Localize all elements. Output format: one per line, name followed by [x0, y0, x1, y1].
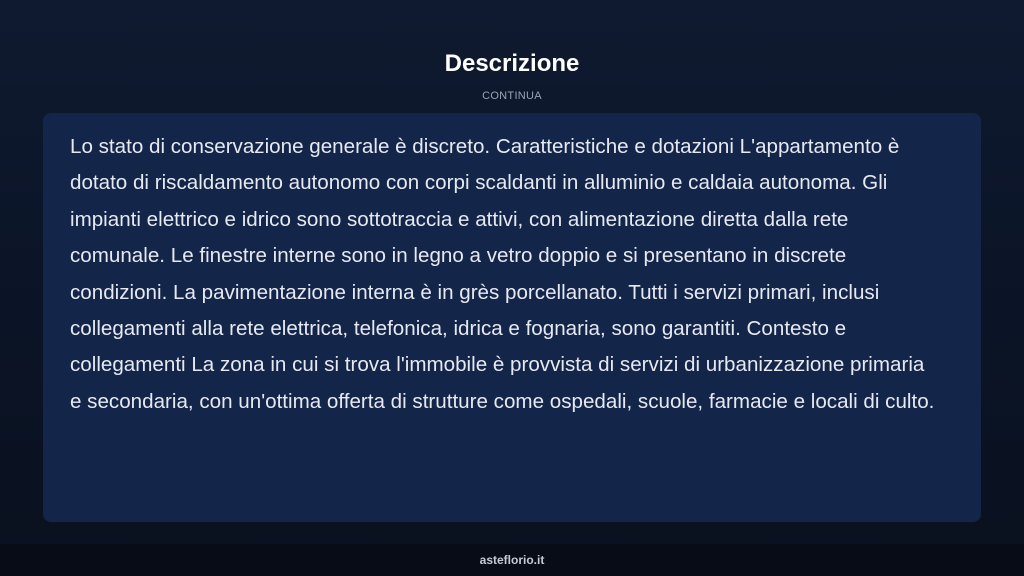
description-card [43, 113, 981, 522]
footer-bar [0, 544, 1024, 576]
continua-label: CONTINUA [482, 90, 542, 102]
page-title: Descrizione [444, 50, 580, 77]
description-text: Lo stato di conservazione generale è discreto. Caratteristiche e dotazioni L'appartamento è dotato di riscaldamento autonomo con corpi scaldanti in alluminio e caldaia autonoma. Gli impianti elettrico e idrico sono sottotraccia e attivi, con alimentazione diretta dalla rete comunale. Le finestre interne sono in legno a vetro doppio e si presentano in discrete condizioni. La pavimentazione interna è in grès porcellanato. Tutti i servizi primari, inclusi collegamenti alla rete elettrica, telefonica, idrica e fognaria, sono garantiti. Contesto e collegamenti La zona in cui si trova l'immobile è provvista di servizi di urbanizzazione primaria e secondaria, con un'ottima offerta di strutture come ospedali, scuole, farmacie e locali di culto. [70, 135, 935, 413]
footer-brand: asteflorio.it [479, 553, 545, 567]
